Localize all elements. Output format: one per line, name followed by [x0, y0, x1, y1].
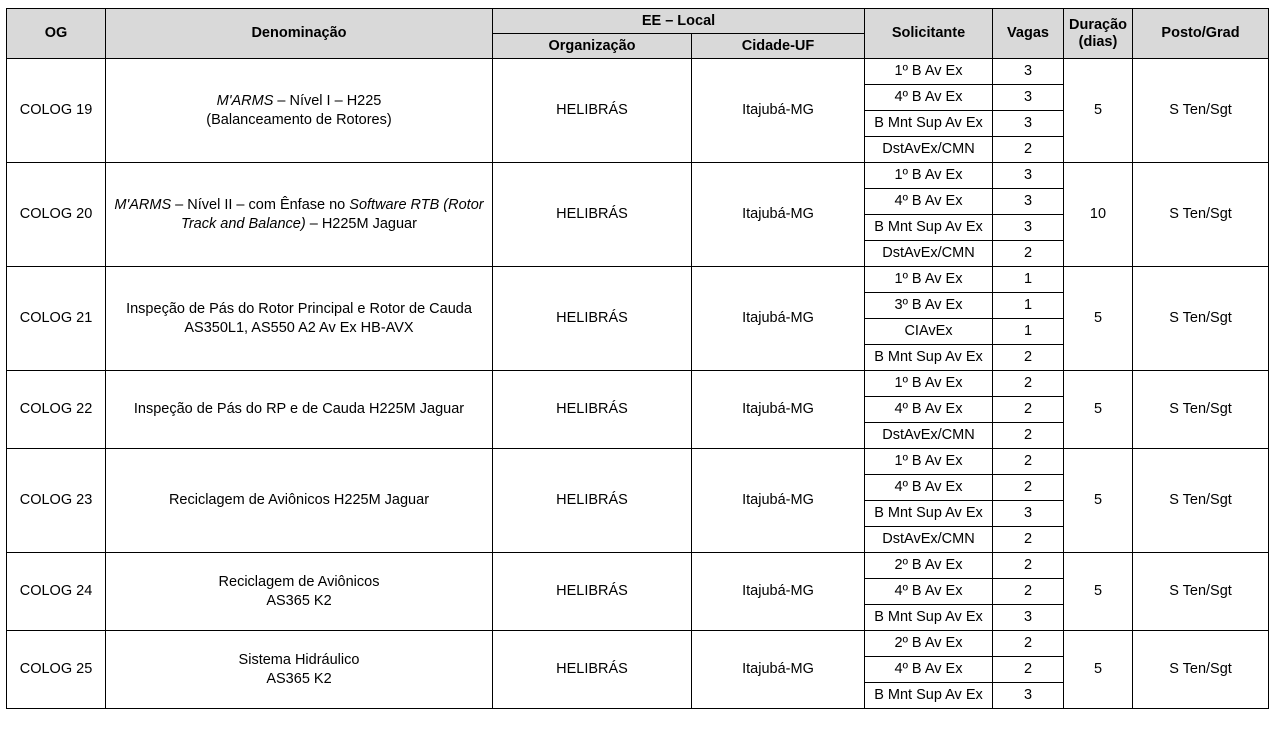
solicitante-cell: 2º B Av Ex — [865, 553, 993, 579]
duracao-cell: 5 — [1064, 553, 1133, 631]
solicitante-cell: 1º B Av Ex — [865, 449, 993, 475]
solicitante-cell: CIAvEx — [865, 319, 993, 345]
organizacao-cell: HELIBRÁS — [493, 553, 692, 631]
solicitante-cell: 2º B Av Ex — [865, 631, 993, 657]
cidade-cell: Itajubá-MG — [692, 267, 865, 371]
vagas-cell: 3 — [993, 189, 1064, 215]
cidade-cell: Itajubá-MG — [692, 631, 865, 709]
solicitante-cell: B Mnt Sup Av Ex — [865, 111, 993, 137]
denominacao-text: (Balanceamento de Rotores) — [206, 111, 392, 128]
duracao-cell: 5 — [1064, 267, 1133, 371]
denominacao-text: Software RTB (Rotor — [349, 196, 484, 213]
denominacao-cell — [106, 371, 493, 449]
header-denominacao: Denominação — [106, 9, 493, 59]
denominacao-text: AS365 K2 — [266, 592, 332, 609]
denominacao-text: – Nível I – H225 — [273, 92, 382, 109]
vagas-cell: 3 — [993, 59, 1064, 85]
solicitante-cell: 1º B Av Ex — [865, 163, 993, 189]
denominacao-text: Reciclagem de Aviônicos — [218, 573, 380, 590]
header-og: OG — [7, 9, 106, 59]
table-row — [7, 371, 1269, 397]
solicitante-cell: DstAvEx/CMN — [865, 423, 993, 449]
denominacao-text: AS365 K2 — [266, 670, 332, 687]
cidade-cell: Itajubá-MG — [692, 449, 865, 553]
denominacao-text: – Nível II – com Ênfase no — [171, 196, 350, 213]
posto-grad-cell: S Ten/Sgt — [1133, 163, 1269, 267]
header-vagas: Vagas — [993, 9, 1064, 59]
organizacao-cell: HELIBRÁS — [493, 59, 692, 163]
vagas-cell: 2 — [993, 241, 1064, 267]
vagas-cell: 2 — [993, 553, 1064, 579]
solicitante-cell: 4º B Av Ex — [865, 579, 993, 605]
cidade-cell: Itajubá-MG — [692, 59, 865, 163]
header-cidade-uf: Cidade-UF — [692, 34, 865, 59]
vagas-cell: 3 — [993, 85, 1064, 111]
denominacao-text: Sistema Hidráulico — [238, 651, 360, 668]
og-cell: COLOG 25 — [7, 631, 106, 709]
duracao-cell: 5 — [1064, 631, 1133, 709]
header-solicitante: Solicitante — [865, 9, 993, 59]
denominacao-text: M'ARMS — [114, 196, 172, 213]
vagas-cell: 2 — [993, 631, 1064, 657]
cidade-cell: Itajubá-MG — [692, 553, 865, 631]
vagas-cell: 2 — [993, 345, 1064, 371]
posto-grad-cell: S Ten/Sgt — [1133, 449, 1269, 553]
vagas-cell: 1 — [993, 267, 1064, 293]
posto-grad-cell: S Ten/Sgt — [1133, 553, 1269, 631]
vagas-cell: 2 — [993, 527, 1064, 553]
header-row-1 — [7, 9, 1269, 34]
header-ee-local: EE – Local — [493, 9, 865, 34]
denominacao-text: AS350L1, AS550 A2 Av Ex HB-AVX — [184, 319, 414, 336]
vagas-cell: 1 — [993, 293, 1064, 319]
solicitante-cell: 1º B Av Ex — [865, 59, 993, 85]
posto-grad-cell: S Ten/Sgt — [1133, 267, 1269, 371]
solicitante-cell: B Mnt Sup Av Ex — [865, 215, 993, 241]
solicitante-cell: 4º B Av Ex — [865, 475, 993, 501]
organizacao-cell: HELIBRÁS — [493, 631, 692, 709]
header-duracao-line2: (dias) — [1078, 33, 1118, 50]
duracao-cell: 5 — [1064, 371, 1133, 449]
organizacao-cell: HELIBRÁS — [493, 371, 692, 449]
duracao-cell: 5 — [1064, 59, 1133, 163]
vagas-cell: 2 — [993, 397, 1064, 423]
denominacao-cell — [106, 449, 493, 553]
denominacao-text: Inspeção de Pás do RP e de Cauda H225M Jaguar — [133, 401, 465, 417]
og-cell: COLOG 23 — [7, 449, 106, 553]
solicitante-cell: 4º B Av Ex — [865, 397, 993, 423]
solicitante-cell: 4º B Av Ex — [865, 657, 993, 683]
og-cell: COLOG 21 — [7, 267, 106, 371]
vagas-cell: 2 — [993, 579, 1064, 605]
solicitante-cell: 1º B Av Ex — [865, 267, 993, 293]
vagas-cell: 3 — [993, 683, 1064, 709]
table-row — [7, 267, 1269, 293]
table-row — [7, 553, 1269, 579]
solicitante-cell: B Mnt Sup Av Ex — [865, 501, 993, 527]
duracao-cell: 5 — [1064, 449, 1133, 553]
table-row — [7, 449, 1269, 475]
denominacao-cell — [106, 267, 493, 371]
header-duracao-line1: Duração — [1068, 16, 1128, 33]
denominacao-text: M'ARMS — [216, 92, 274, 109]
vagas-cell: 3 — [993, 111, 1064, 137]
cidade-cell: Itajubá-MG — [692, 371, 865, 449]
courses-table — [6, 8, 1269, 709]
solicitante-cell: DstAvEx/CMN — [865, 527, 993, 553]
solicitante-cell: B Mnt Sup Av Ex — [865, 683, 993, 709]
duracao-cell: 10 — [1064, 163, 1133, 267]
posto-grad-cell: S Ten/Sgt — [1133, 631, 1269, 709]
table-row — [7, 631, 1269, 657]
solicitante-cell: 1º B Av Ex — [865, 371, 993, 397]
vagas-cell: 2 — [993, 657, 1064, 683]
denominacao-cell — [106, 553, 493, 631]
solicitante-cell: 4º B Av Ex — [865, 189, 993, 215]
posto-grad-cell: S Ten/Sgt — [1133, 371, 1269, 449]
denominacao-cell — [106, 631, 493, 709]
vagas-cell: 2 — [993, 475, 1064, 501]
organizacao-cell: HELIBRÁS — [493, 449, 692, 553]
solicitante-cell: DstAvEx/CMN — [865, 137, 993, 163]
vagas-cell: 3 — [993, 163, 1064, 189]
header-organizacao: Organização — [493, 34, 692, 59]
og-cell: COLOG 22 — [7, 371, 106, 449]
denominacao-text: – H225M Jaguar — [305, 215, 417, 232]
denominacao-cell — [106, 59, 493, 163]
posto-grad-cell: S Ten/Sgt — [1133, 59, 1269, 163]
og-cell: COLOG 20 — [7, 163, 106, 267]
solicitante-cell: B Mnt Sup Av Ex — [865, 345, 993, 371]
solicitante-cell: B Mnt Sup Av Ex — [865, 605, 993, 631]
header-duracao — [1064, 9, 1133, 59]
vagas-cell: 2 — [993, 423, 1064, 449]
cidade-cell: Itajubá-MG — [692, 163, 865, 267]
vagas-cell: 2 — [993, 371, 1064, 397]
solicitante-cell: 3º B Av Ex — [865, 293, 993, 319]
vagas-cell: 1 — [993, 319, 1064, 345]
table-body — [7, 59, 1269, 709]
solicitante-cell: DstAvEx/CMN — [865, 241, 993, 267]
table-row — [7, 59, 1269, 85]
vagas-cell: 2 — [993, 137, 1064, 163]
vagas-cell: 3 — [993, 501, 1064, 527]
denominacao-text: Reciclagem de Aviônicos H225M Jaguar — [168, 492, 430, 508]
table-row — [7, 163, 1269, 189]
organizacao-cell: HELIBRÁS — [493, 267, 692, 371]
denominacao-cell — [106, 163, 493, 267]
header-posto-grad: Posto/Grad — [1133, 9, 1269, 59]
organizacao-cell: HELIBRÁS — [493, 163, 692, 267]
og-cell: COLOG 24 — [7, 553, 106, 631]
denominacao-text: Track and Balance) — [181, 215, 306, 232]
vagas-cell: 3 — [993, 605, 1064, 631]
solicitante-cell: 4º B Av Ex — [865, 85, 993, 111]
vagas-cell: 2 — [993, 449, 1064, 475]
denominacao-text: Inspeção de Pás do Rotor Principal e Rotor de Cauda — [126, 300, 472, 317]
vagas-cell: 3 — [993, 215, 1064, 241]
og-cell: COLOG 19 — [7, 59, 106, 163]
